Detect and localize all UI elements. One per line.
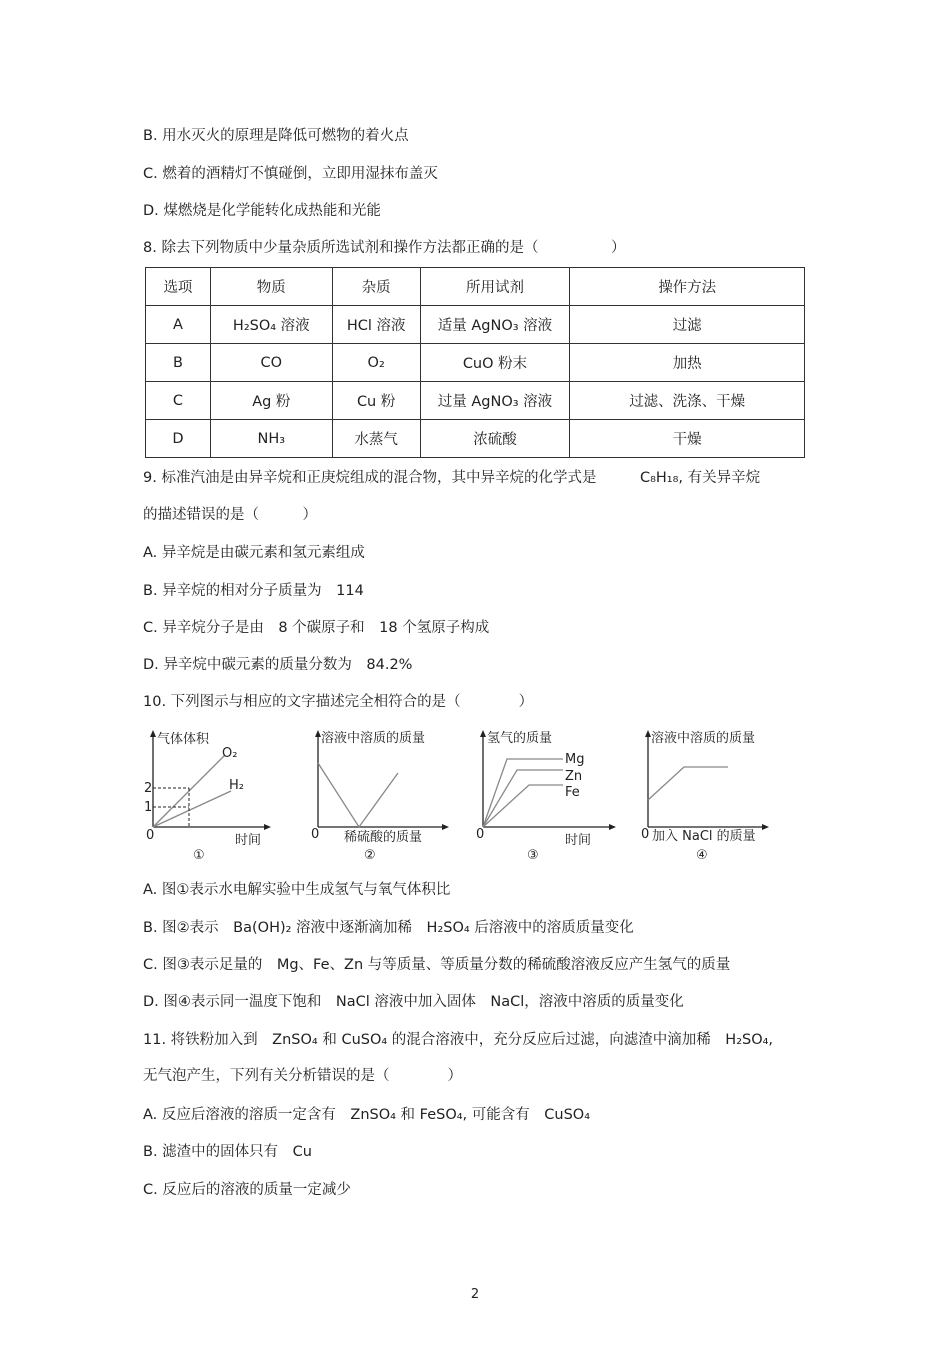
x-axis-arrow — [442, 824, 449, 830]
x-axis-label: 稀硫酸的质量 — [344, 830, 423, 845]
y-axis-label: 氢气的质量 — [487, 731, 553, 746]
q10-stem: 10. 下列图示与相应的文字描述完全相符合的是（ ） — [143, 694, 534, 710]
q9-option-d: D. 异辛烷中碳元素的质量分数为 84.2% — [143, 657, 413, 673]
q8-stem: 8. 除去下列物质中少量杂质所选试剂和操作方法都正确的是（ ） — [143, 240, 626, 256]
table-cell: HCl 溶液 — [332, 306, 420, 344]
q9-option-a: A. 异辛烷是由碳元素和氢元素组成 — [143, 545, 365, 561]
x-axis-arrow — [762, 824, 769, 830]
h2-line — [153, 791, 231, 827]
series-label-mg: Mg — [565, 752, 585, 767]
table-cell: 干燥 — [570, 420, 805, 458]
figure-3-graph — [473, 727, 623, 862]
x-axis-label: 时间 — [235, 833, 262, 848]
table-header-cell: 选项 — [146, 268, 211, 306]
x-axis-arrow — [609, 824, 616, 830]
table-cell: B — [146, 344, 211, 382]
table-cell: H₂SO₄ 溶液 — [210, 306, 332, 344]
table-row — [146, 382, 805, 420]
table-cell: CO — [210, 344, 332, 382]
table-header-cell: 杂质 — [332, 268, 420, 306]
table-cell: 适量 AgNO₃ 溶液 — [420, 306, 570, 344]
figure-number: ① — [193, 848, 205, 863]
table-cell: NH₃ — [210, 420, 332, 458]
q9-option-b: B. 异辛烷的相对分子质量为 114 — [143, 583, 364, 599]
solute-mass-line — [318, 763, 398, 827]
origin-label: 0 — [641, 827, 650, 842]
table-header-row — [146, 268, 805, 306]
table-cell: Cu 粉 — [332, 382, 420, 420]
table-cell: CuO 粉末 — [420, 344, 570, 382]
table-cell: D — [146, 420, 211, 458]
figure-number: ④ — [696, 848, 708, 863]
q11-option-b: B. 滤渣中的固体只有 Cu — [143, 1144, 312, 1160]
x-axis-arrow — [264, 824, 271, 830]
q11-stem-line-2: 无气泡产生，下列有关分析错误的是（ ） — [143, 1068, 462, 1084]
table-cell: 过量 AgNO₃ 溶液 — [420, 382, 570, 420]
table-cell: O₂ — [332, 344, 420, 382]
table-header-cell: 物质 — [210, 268, 332, 306]
series-label-h2: H₂ — [229, 778, 244, 793]
figure-4-graph — [638, 727, 775, 862]
origin-label: 0 — [311, 827, 320, 842]
q10-option-a: A. 图①表示水电解实验中生成氢气与氧气体积比 — [143, 882, 451, 898]
q10-figures — [143, 727, 775, 862]
figure-2-graph — [306, 727, 456, 862]
y-axis-label: 溶液中溶质的质量 — [321, 731, 426, 746]
table-cell: Ag 粉 — [210, 382, 332, 420]
origin-label: 0 — [146, 828, 155, 843]
figure-number: ③ — [527, 848, 539, 863]
table-cell: 过滤 — [570, 306, 805, 344]
table-cell: C — [146, 382, 211, 420]
solute-mass-line — [648, 767, 728, 800]
q11-option-c: C. 反应后的溶液的质量一定减少 — [143, 1182, 351, 1198]
y-axis-arrow — [150, 730, 156, 737]
table-row — [146, 344, 805, 382]
table-row — [146, 306, 805, 344]
table-cell: 加热 — [570, 344, 805, 382]
table-cell: 过滤、洗涤、干燥 — [570, 382, 805, 420]
q9-option-c: C. 异辛烷分子是由 8 个碳原子和 18 个氢原子构成 — [143, 620, 490, 636]
x-axis-label: 加入 NaCl 的质量 — [652, 829, 756, 844]
table-cell: 水蒸气 — [332, 420, 420, 458]
tick-label-1: 1 — [144, 800, 153, 815]
figure-3 — [473, 727, 623, 862]
q7-option-c: C. 燃着的酒精灯不慎碰倒，立即用湿抹布盖灭 — [143, 166, 438, 182]
figure-4 — [638, 727, 775, 862]
q8-table — [145, 267, 805, 458]
x-axis-label: 时间 — [565, 833, 592, 848]
q9-stem-line-2: 的描述错误的是（ ） — [143, 507, 317, 523]
table-header-cell: 所用试剂 — [420, 268, 570, 306]
table-cell: A — [146, 306, 211, 344]
q10-option-d: D. 图④表示同一温度下饱和 NaCl 溶液中加入固体 NaCl，溶液中溶质的质量变化 — [143, 994, 684, 1010]
table-row — [146, 420, 805, 458]
figure-2 — [306, 727, 456, 862]
table-cell: 浓硫酸 — [420, 420, 570, 458]
figure-1-graph — [143, 727, 283, 862]
series-label-zn: Zn — [565, 769, 583, 784]
q9-stem-line-1: 9. 标准汽油是由异辛烷和正庚烷组成的混合物，其中异辛烷的化学式是 C₈H₁₈, 有关异辛烷 — [143, 470, 761, 486]
series-label-o2: O₂ — [222, 746, 238, 761]
page-number: 2 — [470, 1287, 480, 1302]
y-axis-label: 溶液中溶质的质量 — [651, 731, 756, 746]
q10-option-c: C. 图③表示足量的 Mg、Fe、Zn 与等质量、等质量分数的稀硫酸溶液反应产生氢气的质量 — [143, 957, 731, 973]
q7-option-d: D. 煤燃烧是化学能转化成热能和光能 — [143, 203, 381, 219]
q7-option-b: B. 用水灭火的原理是降低可燃物的着火点 — [143, 128, 409, 144]
q10-option-b: B. 图②表示 Ba(OH)₂ 溶液中逐渐滴加稀 H₂SO₄ 后溶液中的溶质质量变化 — [143, 920, 634, 936]
figure-number: ② — [364, 848, 376, 863]
table-header-cell: 操作方法 — [570, 268, 805, 306]
q11-stem-line-1: 11. 将铁粉加入到 ZnSO₄ 和 CuSO₄ 的混合溶液中，充分反应后过滤，向滤渣中滴加稀 H₂SO₄, — [143, 1032, 774, 1048]
y-axis-label: 气体体积 — [157, 732, 210, 747]
q11-option-a: A. 反应后溶液的溶质一定含有 ZnSO₄ 和 FeSO₄, 可能含有 CuSO₄ — [143, 1107, 591, 1123]
series-label-fe: Fe — [565, 785, 580, 800]
zn-line — [483, 770, 563, 827]
origin-label: 0 — [476, 827, 485, 842]
y-axis-arrow — [480, 730, 486, 737]
figure-1 — [143, 727, 283, 862]
tick-label-2: 2 — [144, 781, 153, 796]
